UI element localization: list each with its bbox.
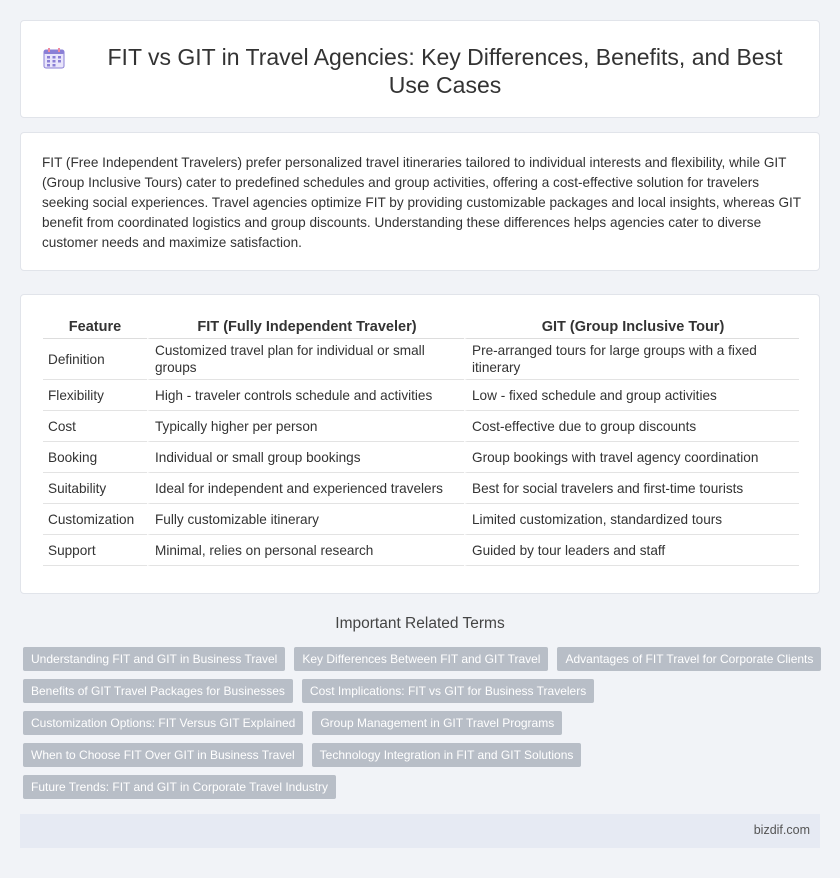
- fit-cell: Minimal, relies on personal research: [147, 535, 464, 566]
- feature-cell: Support: [43, 535, 147, 566]
- header-title-wrap: [55, 43, 815, 99]
- related-term-tag[interactable]: Customization Options: FIT Versus GIT Explained: [23, 711, 303, 735]
- related-term-tag[interactable]: Understanding FIT and GIT in Business Travel: [23, 647, 285, 671]
- header-feature: Feature: [43, 315, 147, 339]
- header-card: [20, 20, 820, 118]
- feature-cell: Definition: [43, 339, 147, 380]
- fit-cell: Fully customizable itinerary: [147, 504, 464, 535]
- table-row: [43, 339, 799, 380]
- footer-brand[interactable]: bizdif.com: [753, 823, 810, 837]
- table-row: [43, 473, 799, 504]
- related-term-tag[interactable]: Advantages of FIT Travel for Corporate Clients: [557, 647, 821, 671]
- page-title: FIT vs GIT in Travel Agencies: Key Differences, Benefits, and Best Use Cases: [107, 44, 783, 98]
- fit-cell: Typically higher per person: [147, 411, 464, 442]
- related-terms-list: [23, 647, 813, 807]
- git-cell: Guided by tour leaders and staff: [464, 535, 799, 566]
- table-row: [43, 411, 799, 442]
- feature-cell: Suitability: [43, 473, 147, 504]
- intro-paragraph: FIT (Free Independent Travelers) prefer personalized travel itineraries tailored to individual interests and flexibility, while GIT (Group Inclusive Tours) cater to predefined schedules and group activities, offering a cost-effective solution for travelers seeking social experiences. Travel agencies optimize FIT by providing customizable packages and local insights, whereas GIT benefit from coordinated logistics and group discounts. Understanding these differences helps agencies cater to diverse customer needs and maximize satisfaction.: [42, 155, 801, 250]
- feature-cell: Customization: [43, 504, 147, 535]
- fit-cell: Customized travel plan for individual or small groups: [147, 339, 464, 380]
- fit-cell: High - traveler controls schedule and activities: [147, 380, 464, 411]
- fit-cell: Individual or small group bookings: [147, 442, 464, 473]
- related-term-tag[interactable]: Future Trends: FIT and GIT in Corporate Travel Industry: [23, 775, 336, 799]
- header-fit: FIT (Fully Independent Traveler): [147, 315, 464, 339]
- git-cell: Group bookings with travel agency coordination: [464, 442, 799, 473]
- related-term-tag[interactable]: Group Management in GIT Travel Programs: [312, 711, 562, 735]
- git-cell: Best for social travelers and first-time tourists: [464, 473, 799, 504]
- comparison-card: [20, 294, 820, 594]
- tag-row: [23, 775, 813, 799]
- git-cell: Cost-effective due to group discounts: [464, 411, 799, 442]
- related-terms-title: Important Related Terms: [335, 615, 505, 632]
- header-git: GIT (Group Inclusive Tour): [464, 315, 799, 339]
- tag-row: [23, 679, 813, 703]
- footer-bar: [20, 814, 820, 848]
- table-header-row: [43, 315, 799, 339]
- table-row: [43, 380, 799, 411]
- related-term-tag[interactable]: Key Differences Between FIT and GIT Travel: [294, 647, 548, 671]
- tag-row: [23, 711, 813, 735]
- feature-cell: Booking: [43, 442, 147, 473]
- table-row: [43, 442, 799, 473]
- feature-cell: Flexibility: [43, 380, 147, 411]
- related-term-tag[interactable]: Benefits of GIT Travel Packages for Businesses: [23, 679, 293, 703]
- tag-row: [23, 743, 813, 767]
- table-row: [43, 504, 799, 535]
- table-row: [43, 535, 799, 566]
- git-cell: Limited customization, standardized tours: [464, 504, 799, 535]
- fit-cell: Ideal for independent and experienced travelers: [147, 473, 464, 504]
- related-term-tag[interactable]: Cost Implications: FIT vs GIT for Business Travelers: [302, 679, 594, 703]
- related-term-tag[interactable]: Technology Integration in FIT and GIT Solutions: [312, 743, 582, 767]
- git-cell: Pre-arranged tours for large groups with a fixed itinerary: [464, 339, 799, 380]
- feature-cell: Cost: [43, 411, 147, 442]
- intro-card: [20, 132, 820, 271]
- comparison-table: [43, 315, 799, 566]
- git-cell: Low - fixed schedule and group activities: [464, 380, 799, 411]
- related-term-tag[interactable]: When to Choose FIT Over GIT in Business Travel: [23, 743, 303, 767]
- tag-row: [23, 647, 813, 671]
